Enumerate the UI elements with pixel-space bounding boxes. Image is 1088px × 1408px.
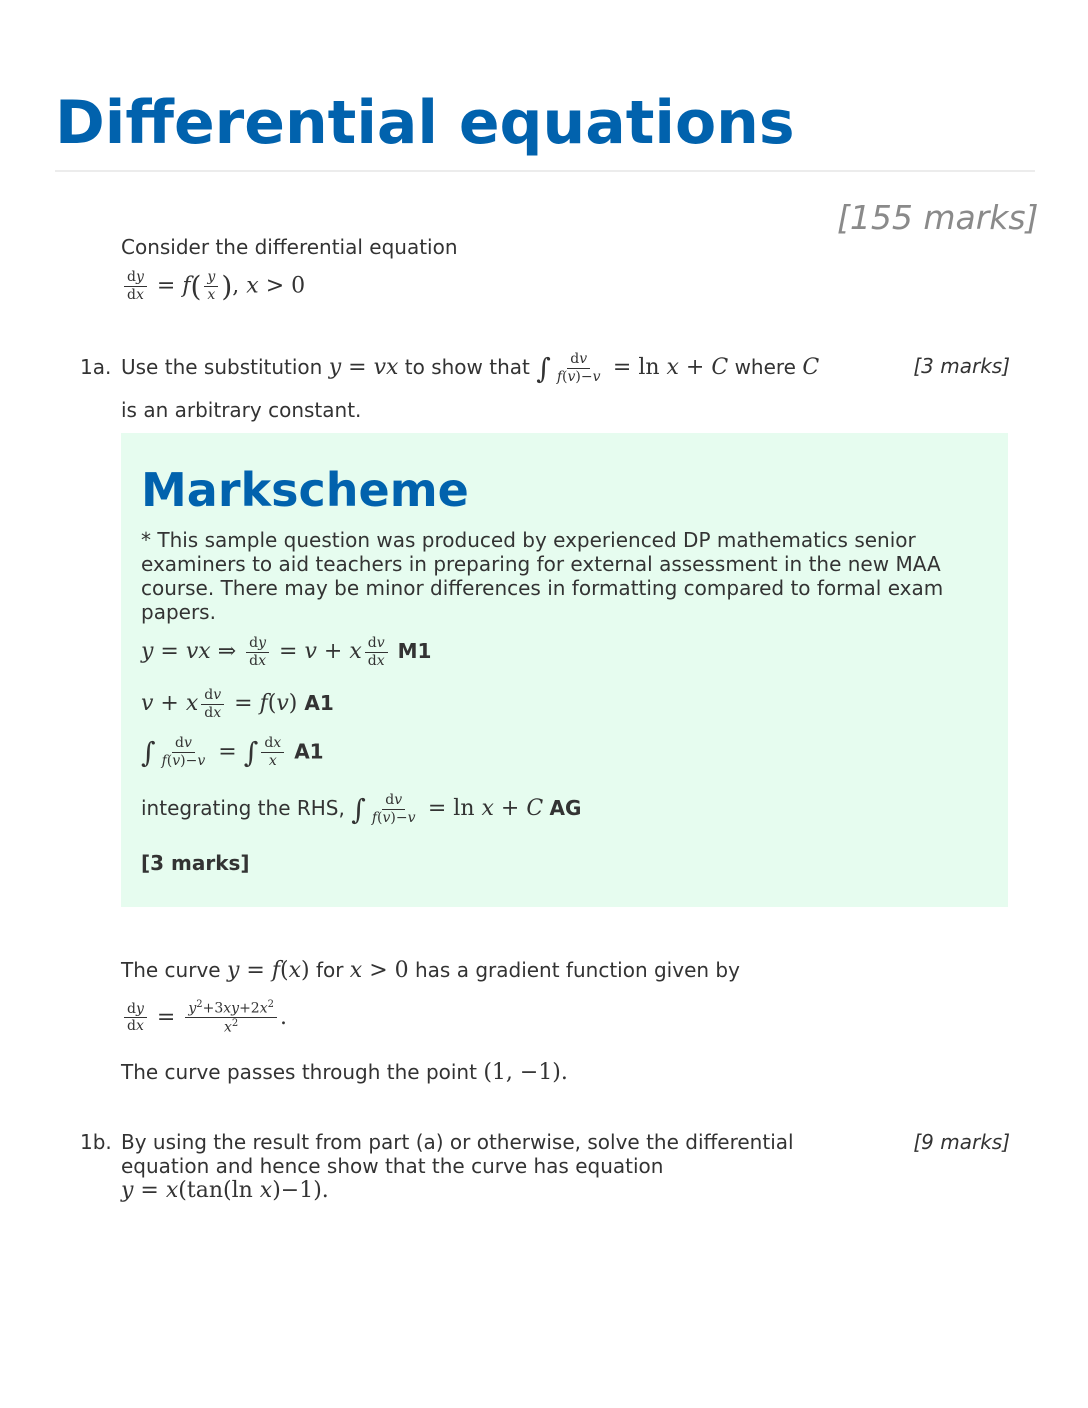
question-number-1a: 1a. [80,355,112,379]
markscheme-line-2: v + x $\frac{dv}{dx}$ = f(v) A1 [141,687,334,721]
question-text-1a: Use the substitution y = vx to show that ∫ $\frac{dv}{f(v)-v}$ = ln x + C where C [121,351,820,385]
markscheme-line-3: ∫ $\frac{dv}{f(v)-v}$ = ∫ $\frac{dx}{x}$ A1 [141,735,324,769]
question-marks-1b: [9 marks] [913,1130,1010,1154]
question-text-1a-end: is an arbitrary constant. [121,398,362,422]
curve-equation: y = x(tan(ln x)−1). [121,1178,329,1203]
intro-text-3: The curve passes through the point (1, −1). [121,1060,568,1085]
markscheme-total-marks: [3 marks] [141,851,250,875]
title-divider [55,170,1035,172]
intro-equation-1: $\frac{dy}{dx}$ = f( $\frac{y}{x}$ ), x > 0 [121,270,305,303]
question-number-1b: 1b. [80,1130,112,1154]
markscheme-title: Markscheme [141,463,469,517]
question-marks-1a: [3 marks] [913,354,1010,378]
total-marks: [155 marks] [837,198,1039,237]
question-text-1b-line1: By using the result from part (a) or otherwise, solve the differential [121,1130,794,1154]
question-text-1b-line2: equation and hence show that the curve has equation [121,1154,664,1178]
page-title: Differential equations [155 marks] [55,88,1039,237]
markscheme-line-4: integrating the RHS, ∫ $\frac{dv}{f(v)-v}$ = ln x + C AG [141,792,582,826]
gradient-equation: $\frac{dy}{dx}$ = $\frac{y^2+3xy+2x^2}{x^2}$ . [121,1000,287,1036]
markscheme-line-1: y = vx ⇒ $\frac{dy}{dx}$ = v + x $\frac{dv}{dx}$ M1 [141,635,432,669]
markscheme-note: * This sample question was produced by experienced DP mathematics senior examiners to aid teachers in preparing for external assessment in the new MAA course. There may be minor differences in formatting compared to formal exam papers. [141,528,944,624]
intro-text-1: Consider the differential equation [121,235,458,259]
markscheme-box [121,433,1008,907]
intro-text-2: The curve y = f(x) for x > 0 has a gradient function given by [121,958,740,983]
